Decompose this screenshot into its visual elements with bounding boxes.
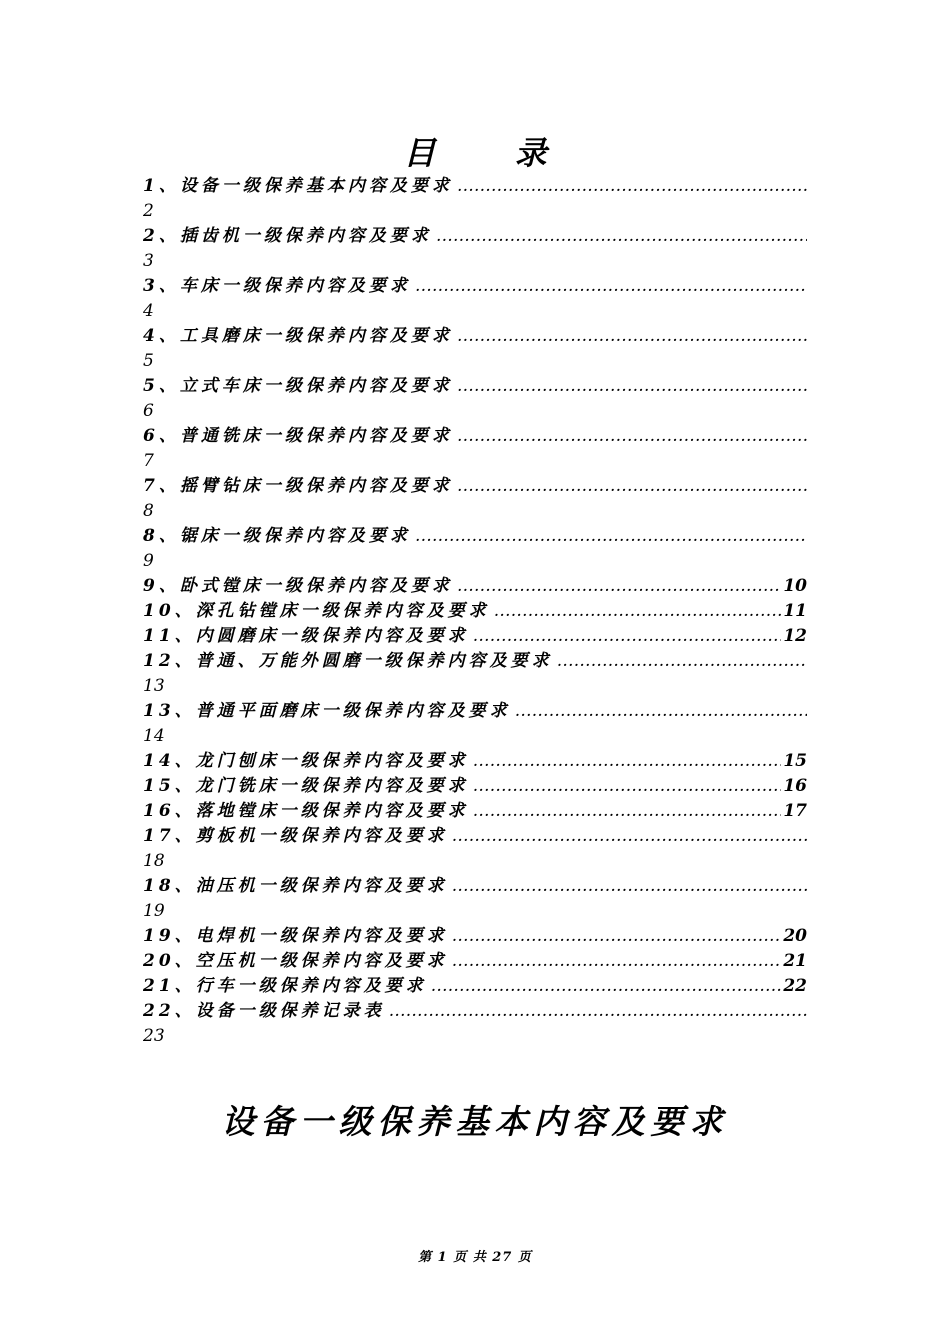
toc-leader-dots	[557, 649, 807, 674]
toc-entry-label: 20、空压机一级保养内容及要求	[143, 951, 448, 971]
toc-leader-dots	[415, 274, 807, 299]
toc-entry-page-number: 21	[783, 951, 807, 971]
toc-entry-page-number: 8	[143, 501, 154, 521]
toc-item	[143, 374, 807, 424]
toc-entry-page-number: 3	[143, 251, 154, 271]
toc-leader-dots	[452, 824, 807, 849]
toc-entry-line	[143, 774, 807, 799]
toc-entry-page-number: 19	[143, 901, 165, 921]
toc-leader-dots	[473, 774, 782, 799]
toc-item	[143, 949, 807, 974]
toc-item	[143, 224, 807, 274]
toc-entry-label: 16、落地镗床一级保养内容及要求	[143, 801, 469, 821]
table-of-contents	[143, 174, 807, 1049]
toc-entry-line	[143, 649, 807, 674]
toc-leader-dots	[452, 924, 782, 949]
toc-leader-dots	[452, 874, 807, 899]
section-heading: 设备一级保养基本内容及要求	[221, 1102, 729, 1141]
toc-entry-page-number: 4	[143, 301, 154, 321]
toc-leader-dots	[457, 174, 807, 199]
toc-entry-label: 4、工具磨床一级保养内容及要求	[143, 326, 453, 346]
toc-item	[143, 699, 807, 749]
toc-entry-label: 3、车床一级保养内容及要求	[143, 276, 411, 296]
toc-item	[143, 599, 807, 624]
toc-item	[143, 524, 807, 574]
toc-item	[143, 474, 807, 524]
toc-entry-line	[143, 999, 807, 1024]
toc-leader-dots	[431, 974, 782, 999]
toc-leader-dots	[515, 699, 807, 724]
toc-entry-label: 18、油压机一级保养内容及要求	[143, 876, 448, 896]
toc-entry-label: 11、内圆磨床一级保养内容及要求	[143, 626, 469, 646]
toc-item	[143, 274, 807, 324]
toc-leader-dots	[436, 224, 807, 249]
toc-leader-dots	[473, 799, 782, 824]
toc-entry-line	[143, 949, 807, 974]
toc-item	[143, 999, 807, 1049]
toc-entry-line	[143, 374, 807, 399]
toc-entry-page-number: 23	[143, 1026, 165, 1046]
toc-leader-dots	[473, 624, 782, 649]
toc-item	[143, 924, 807, 949]
toc-entry-line	[143, 474, 807, 499]
toc-entry-label: 2、插齿机一级保养内容及要求	[143, 226, 432, 246]
toc-entry-line	[143, 824, 807, 849]
toc-item	[143, 749, 807, 774]
toc-entry-line	[143, 324, 807, 349]
toc-entry-page-number: 10	[783, 576, 807, 596]
toc-entry-line	[143, 574, 807, 599]
toc-item	[143, 799, 807, 824]
toc-item	[143, 774, 807, 799]
toc-entry-label: 15、龙门铣床一级保养内容及要求	[143, 776, 469, 796]
toc-entry-label: 12、普通、万能外圆磨一级保养内容及要求	[143, 651, 553, 671]
toc-entry-line	[143, 174, 807, 199]
toc-entry-page-number: 9	[143, 551, 154, 571]
toc-item	[143, 874, 807, 924]
toc-entry-line	[143, 624, 807, 649]
toc-entry-label: 17、剪板机一级保养内容及要求	[143, 826, 448, 846]
toc-entry-label: 6、普通铣床一级保养内容及要求	[143, 426, 453, 446]
toc-entry-label: 19、电焊机一级保养内容及要求	[143, 926, 448, 946]
toc-entry-label: 5、立式车床一级保养内容及要求	[143, 376, 453, 396]
toc-entry-label: 13、普通平面磨床一级保养内容及要求	[143, 701, 511, 721]
toc-entry-line	[143, 524, 807, 549]
toc-entry-label: 9、卧式镗床一级保养内容及要求	[143, 576, 453, 596]
toc-entry-line	[143, 974, 807, 999]
toc-entry-label: 8、锯床一级保养内容及要求	[143, 526, 411, 546]
toc-entry-label: 7、摇臂钻床一级保养内容及要求	[143, 476, 453, 496]
toc-entry-page-number: 16	[783, 776, 807, 796]
toc-entry-page-number: 2	[143, 201, 154, 221]
toc-entry-page-number: 12	[783, 626, 807, 646]
toc-entry-line	[143, 424, 807, 449]
toc-entry-line	[143, 699, 807, 724]
toc-entry-label: 10、深孔钻镗床一级保养内容及要求	[143, 601, 490, 621]
toc-entry-page-number: 18	[143, 851, 165, 871]
toc-entry-page-number: 7	[143, 451, 154, 471]
toc-entry-page-number: 15	[783, 751, 807, 771]
toc-entry-page-number: 22	[783, 976, 807, 996]
toc-title: 目 录	[403, 134, 581, 172]
toc-entry-page-number: 20	[783, 926, 807, 946]
toc-leader-dots	[473, 749, 782, 774]
toc-entry-line	[143, 799, 807, 824]
toc-leader-dots	[389, 999, 807, 1024]
toc-entry-label: 22、设备一级保养记录表	[143, 1001, 385, 1021]
toc-leader-dots	[457, 374, 807, 399]
toc-entry-page-number: 6	[143, 401, 154, 421]
toc-leader-dots	[457, 474, 807, 499]
toc-item	[143, 624, 807, 649]
toc-leader-dots	[415, 524, 807, 549]
toc-item	[143, 649, 807, 699]
toc-entry-label: 14、龙门刨床一级保养内容及要求	[143, 751, 469, 771]
toc-item	[143, 174, 807, 224]
toc-entry-page-number: 13	[143, 676, 165, 696]
toc-entry-page-number: 14	[143, 726, 165, 746]
toc-item	[143, 424, 807, 474]
toc-entry-page-number: 5	[143, 351, 154, 371]
toc-item	[143, 974, 807, 999]
toc-leader-dots	[457, 324, 807, 349]
toc-entry-page-number: 11	[783, 601, 807, 621]
toc-item	[143, 324, 807, 374]
toc-entry-label: 1、设备一级保养基本内容及要求	[143, 176, 453, 196]
toc-leader-dots	[457, 574, 782, 599]
toc-entry-line	[143, 274, 807, 299]
toc-leader-dots	[452, 949, 782, 974]
toc-entry-line	[143, 749, 807, 774]
toc-entry-line	[143, 599, 807, 624]
toc-entry-line	[143, 924, 807, 949]
toc-item	[143, 824, 807, 874]
toc-leader-dots	[457, 424, 807, 449]
toc-leader-dots	[494, 599, 782, 624]
page-footer: 第 1 页 共 27 页	[418, 1250, 532, 1265]
toc-entry-line	[143, 224, 807, 249]
toc-item	[143, 574, 807, 599]
toc-entry-page-number: 17	[783, 801, 807, 821]
toc-entry-line	[143, 874, 807, 899]
toc-entry-label: 21、行车一级保养内容及要求	[143, 976, 427, 996]
